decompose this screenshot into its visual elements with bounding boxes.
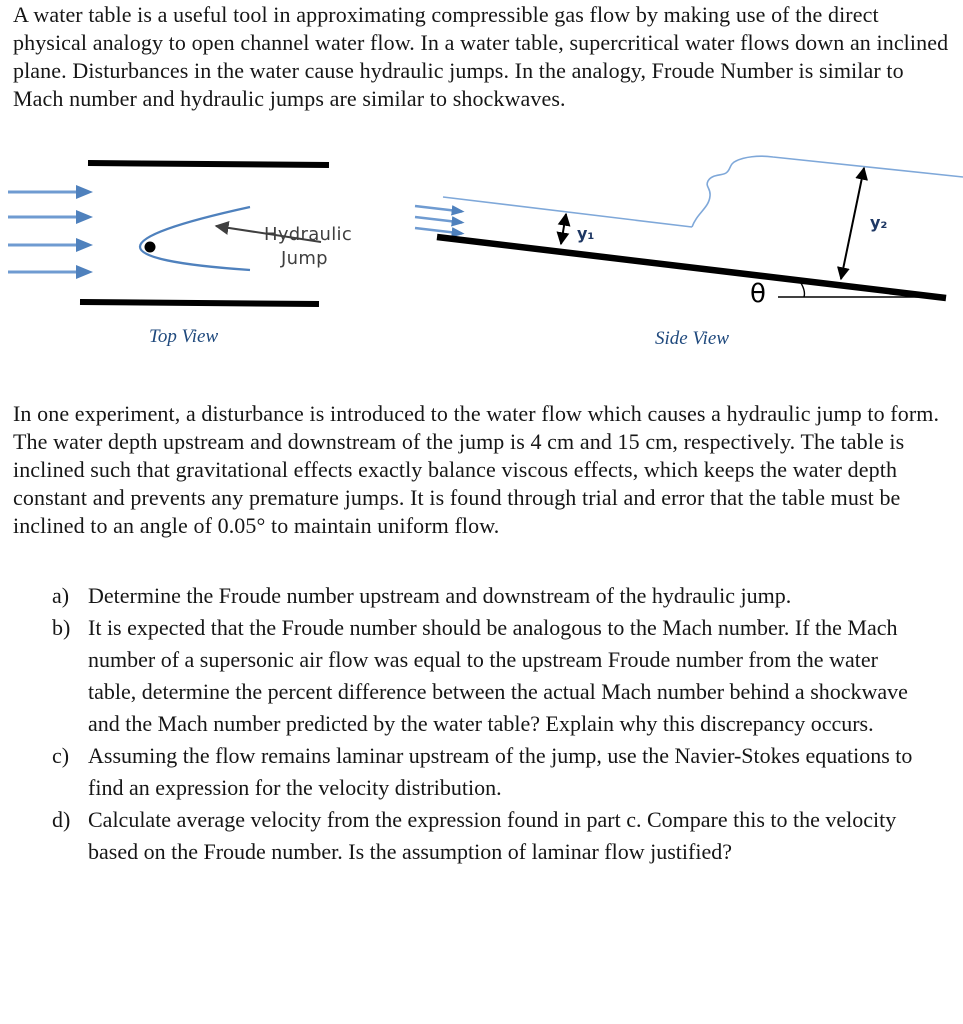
flow-arrow xyxy=(8,265,93,279)
upstream-depth-arrow xyxy=(561,214,566,244)
hydraulic-jump-label-line1: Hydraulic xyxy=(264,224,353,245)
downstream-depth-arrow xyxy=(841,168,864,279)
question-label: d) xyxy=(52,807,71,832)
flow-arrow xyxy=(415,228,462,234)
incline-angle-label: θ xyxy=(750,279,766,309)
question-label: a) xyxy=(52,583,70,608)
question-list xyxy=(52,580,932,868)
question-item xyxy=(52,612,932,740)
top-view-figure xyxy=(0,150,400,335)
disturbance-dot xyxy=(145,242,156,253)
water-surface-jump-downstream xyxy=(692,156,963,227)
question-item xyxy=(52,580,932,612)
side-view-figure xyxy=(400,140,963,358)
flow-arrow xyxy=(8,210,93,224)
water-surface-upstream xyxy=(443,197,692,227)
question-text: Calculate average velocity from the expression found in part c. Compare this to the velocity based on the Froude number. Is the assumption of laminar flow justified? xyxy=(88,807,897,864)
downstream-depth-label: y₂ xyxy=(870,213,888,232)
flow-arrow xyxy=(8,238,93,252)
experiment-paragraph: In one experiment, a disturbance is introduced to the water flow which causes a hydraulic jump to form. The water depth upstream and downstream of the jump is 4 cm and 15 cm, respectively. The table is inclined such that gravitational effects exactly balance viscous effects, which keeps the water depth constant and prevents any premature jumps. It is found through trial and error that the table must be inclined to an angle of 0.05° to maintain uniform flow. xyxy=(13,401,940,538)
intro-paragraph: A water table is a useful tool in approximating compressible gas flow by making use of the direct physical analogy to open channel water flow. In a water table, supercritical water flows down an inclined plane. Disturbances in the water cause hydraulic jumps. In the analogy, Froude Number is similar to Mach number and hydraulic jumps are similar to shockwaves. xyxy=(13,2,949,111)
question-text: Assuming the flow remains laminar upstream of the jump, use the Navier-Stokes equations to find an expression for the velocity distribution. xyxy=(88,743,913,800)
top-view-caption: Top View xyxy=(149,326,219,347)
flow-arrows xyxy=(8,185,93,279)
channel-wall-bottom xyxy=(80,302,319,304)
flow-arrow xyxy=(8,185,93,199)
question-item xyxy=(52,804,932,868)
question-text: It is expected that the Froude number should be analogous to the Mach number. If the Mach number of a supersonic air flow was equal to the upstream Froude number from the water table, determine the percent difference between the actual Mach number behind a shockwave and the Mach number predicted by the water table? Explain why this discrepancy occurs. xyxy=(88,615,908,736)
flow-arrow xyxy=(415,206,462,212)
question-item xyxy=(52,740,932,804)
question-label: c) xyxy=(52,743,70,768)
question-text: Determine the Froude number upstream and downstream of the hydraulic jump. xyxy=(88,583,792,608)
channel-wall-top xyxy=(88,163,329,165)
bow-wave-curve xyxy=(140,207,250,270)
flow-arrows xyxy=(415,206,462,234)
upstream-depth-label: y₁ xyxy=(577,224,595,243)
question-label: b) xyxy=(52,615,71,640)
side-view-caption: Side View xyxy=(655,328,730,349)
inclined-table xyxy=(437,237,946,298)
hydraulic-jump-label-line2: Jump xyxy=(281,248,328,269)
flow-arrow xyxy=(415,217,462,223)
